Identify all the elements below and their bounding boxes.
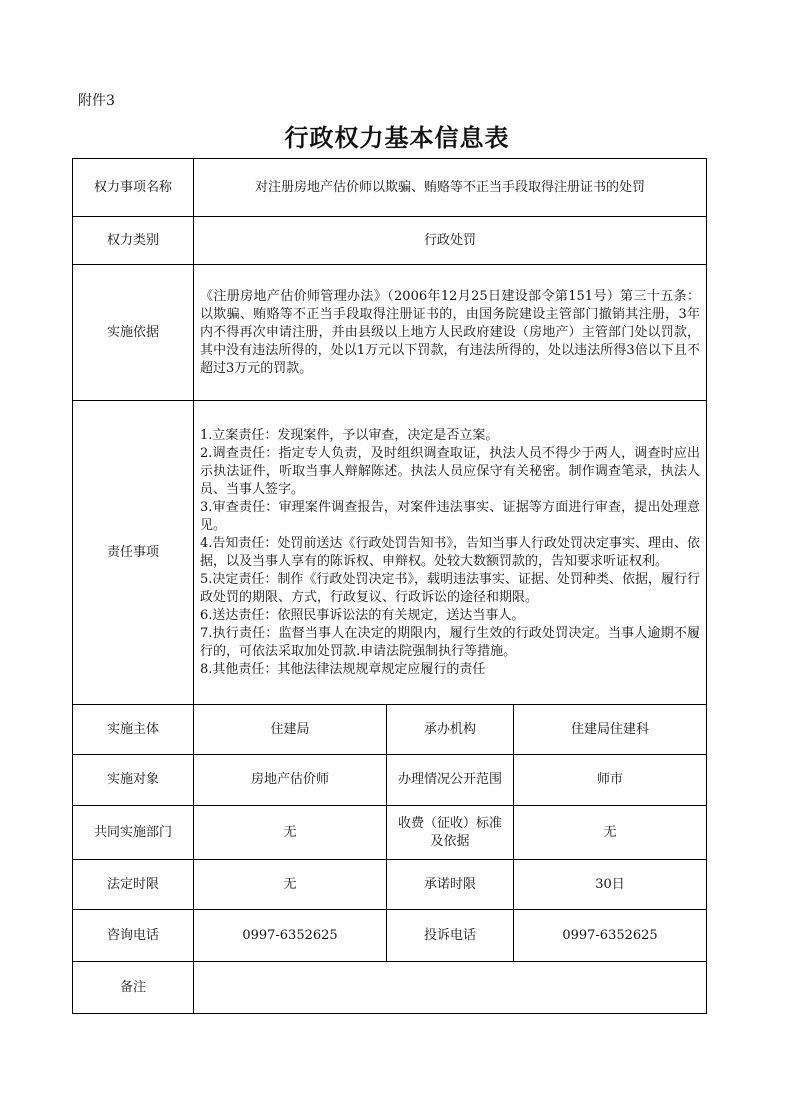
basis-value [194,265,707,401]
consult-phone-label: 咨询电话 [73,910,194,962]
target-label: 实施对象 [73,755,194,806]
row-power-name [73,159,707,217]
power-type-label: 权力类别 [73,217,194,265]
power-name-value: 对注册房地产估价师以欺骗、贿赂等不正当手段取得注册证书的处罚 [194,159,707,217]
row-time-limit [73,860,707,910]
basis-text: 《注册房地产估价师管理办法》（2006年12月25日建设部令第151号）第三十五条：以欺骗、贿赂等不正当手段取得注册证书的，由国务院建设主管部门撤销其注册，3年内不得再次申请注册，并由县级以上地方人民政府建设（房地产）主管部门处以罚款，其中没有违法所得的，处以1万元以下罚款，有违法所得的，处以违法所得3倍以下且不超过3万元的罚款。 [200,288,701,376]
remarks-value [194,962,707,1014]
row-subject [73,705,707,755]
row-joint [73,806,707,860]
target-value: 房地产估价师 [194,755,387,806]
responsibility-item: 3.审查责任：审理案件调查报告，对案件违法事实、证据等方面进行审查，提出处理意见。 [200,499,701,533]
page-title: 行政权力基本信息表 [284,123,510,152]
subject-value: 住建局 [194,705,387,755]
power-type-value: 行政处罚 [194,217,707,265]
responsibility-item: 7.执行责任：监督当事人在决定的期限内，履行生效的行政处罚决定。当事人逾期不履行的，可依法采取加处罚款.申请法院强制执行等措施。 [200,625,701,659]
responsibility-item: 6.送达责任：依照民事诉讼法的有关规定，送达当事人。 [200,607,525,623]
responsibility-value [194,401,707,705]
joint-dept-value: 无 [194,806,387,860]
row-responsibility [73,401,707,705]
basis-label: 实施依据 [73,265,194,401]
disclosure-scope-value: 师市 [514,755,707,806]
responsibility-item: 1.立案责任：发现案件，予以审查，决定是否立案。 [200,427,499,443]
row-basis [73,265,707,401]
subject-label: 实施主体 [73,705,194,755]
complaint-phone-label: 投诉电话 [387,910,514,962]
responsibility-item: 4.告知责任：处罚前送达《行政处罚告知书》，告知当事人行政处罚决定事实、理由、依据，以及当事人享有的陈诉权、申辩权。处较大数额罚款的，告知要求听证权利。 [200,535,701,569]
consult-phone-value: 0997-6352625 [194,910,387,962]
remarks-label: 备注 [73,962,194,1014]
promised-time-label: 承诺时限 [387,860,514,910]
complaint-phone-value: 0997-6352625 [514,910,707,962]
legal-time-label: 法定时限 [73,860,194,910]
disclosure-scope-label: 办理情况公开范围 [387,755,514,806]
row-power-type [73,217,707,265]
responsibility-label: 责任事项 [73,401,194,705]
handling-agency-value: 住建局住建科 [514,705,707,755]
attachment-label: 附件3 [78,93,115,109]
joint-dept-label: 共同实施部门 [73,806,194,860]
promised-time-value: 30日 [514,860,707,910]
row-remarks [73,962,707,1014]
responsibility-item: 2.调查责任：指定专人负责，及时组织调查取证，执法人员不得少于两人，调查时应出示执法证件，听取当事人辩解陈述。执法人员应保守有关秘密。制作调查笔录，执法人员、当事人签字。 [200,445,701,497]
row-target [73,755,707,806]
responsibility-item: 5.决定责任：制作《行政处罚决定书》，载明违法事实、证据、处罚种类、依据，履行行政处罚的期限、方式，行政复议、行政诉讼的途径和期限。 [200,571,701,605]
row-phone [73,910,707,962]
handling-agency-label: 承办机构 [387,705,514,755]
power-name-label: 权力事项名称 [73,159,194,217]
legal-time-value: 无 [194,860,387,910]
fee-standard-value: 无 [514,806,707,860]
fee-standard-label: 收费（征收）标准及依据 [387,806,514,860]
info-table [72,158,707,1014]
responsibility-item: 8.其他责任：其他法律法规规章规定应履行的责任 [200,661,486,677]
